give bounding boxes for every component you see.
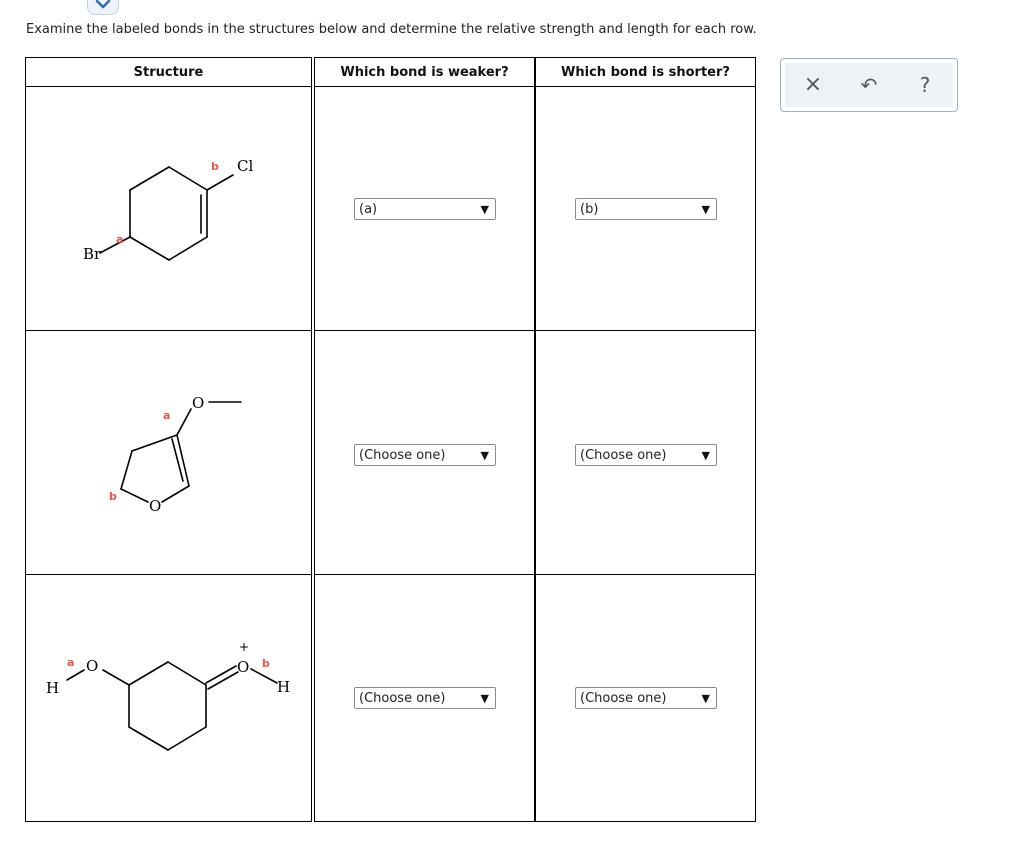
shorter-select-3[interactable] [575,687,717,709]
atom-h-left: H [46,679,60,697]
shorter-select-3-value: (Choose one) [580,690,667,706]
dropdown-arrow-icon: ▼ [701,448,710,462]
atom-o-right: O [237,658,250,676]
shorter-select-2-value: (Choose one) [580,447,667,463]
shorter-select-2[interactable] [575,444,717,466]
dropdown-arrow-icon: ▼ [480,691,489,705]
bond-label-a: a [116,233,124,246]
positive-charge: + [239,640,250,654]
atom-o-left: O [86,657,99,675]
weaker-select-2[interactable] [354,444,496,466]
clear-button[interactable] [798,70,828,100]
toolbar-inner [785,63,953,107]
atom-cl: Cl [237,157,254,175]
help-button[interactable] [910,70,940,100]
undo-icon: ↶ [860,73,878,97]
header-weaker: Which bond is weaker? [314,57,535,88]
structure-cell-1 [25,86,312,331]
molecule-2 [26,331,311,574]
header-shorter: Which bond is shorter? [535,57,756,88]
bond-label-b: b [109,490,117,503]
dropdown-arrow-icon: ▼ [701,691,710,705]
close-icon: × [803,72,823,97]
molecule-3 [26,575,311,821]
weaker-cell-2 [314,330,535,575]
weaker-select-3[interactable] [354,687,496,709]
bond-label-a: a [67,656,75,669]
answer-toolbar [780,58,958,112]
bond-label-b: b [262,657,270,670]
weaker-select-1-value: (a) [359,201,378,217]
bond-label-b: b [211,160,219,173]
ring-oxygen: O [149,497,162,515]
bond-table [25,57,756,822]
dropdown-arrow-icon: ▼ [701,202,710,216]
weaker-cell-3 [314,574,535,822]
weaker-select-2-value: (Choose one) [359,447,446,463]
atom-h-right: H [277,678,291,696]
structure-cell-3 [25,574,312,822]
dropdown-arrow-icon: ▼ [480,202,489,216]
shorter-select-1-value: (b) [580,201,599,217]
help-icon: ? [919,73,931,97]
dropdown-arrow-icon: ▼ [480,448,489,462]
atom-br: Br [83,245,102,263]
weaker-cell-1 [314,86,535,331]
molecule-1 [26,87,311,330]
instruction-text: Examine the labeled bonds in the structures below and determine the relative strength and length for each row. [26,22,757,37]
weaker-select-3-value: (Choose one) [359,690,446,706]
bond-label-a: a [163,409,171,422]
header-structure: Structure [25,57,312,88]
undo-button[interactable] [854,70,884,100]
shorter-select-1[interactable] [575,198,717,220]
chevron-down-icon [95,0,111,9]
shorter-cell-1 [535,86,756,331]
shorter-cell-3 [535,574,756,822]
weaker-select-1[interactable] [354,198,496,220]
collapse-tab[interactable] [87,0,119,15]
methoxy-oxygen: O [192,394,205,412]
structure-cell-2 [25,330,312,575]
shorter-cell-2 [535,330,756,575]
